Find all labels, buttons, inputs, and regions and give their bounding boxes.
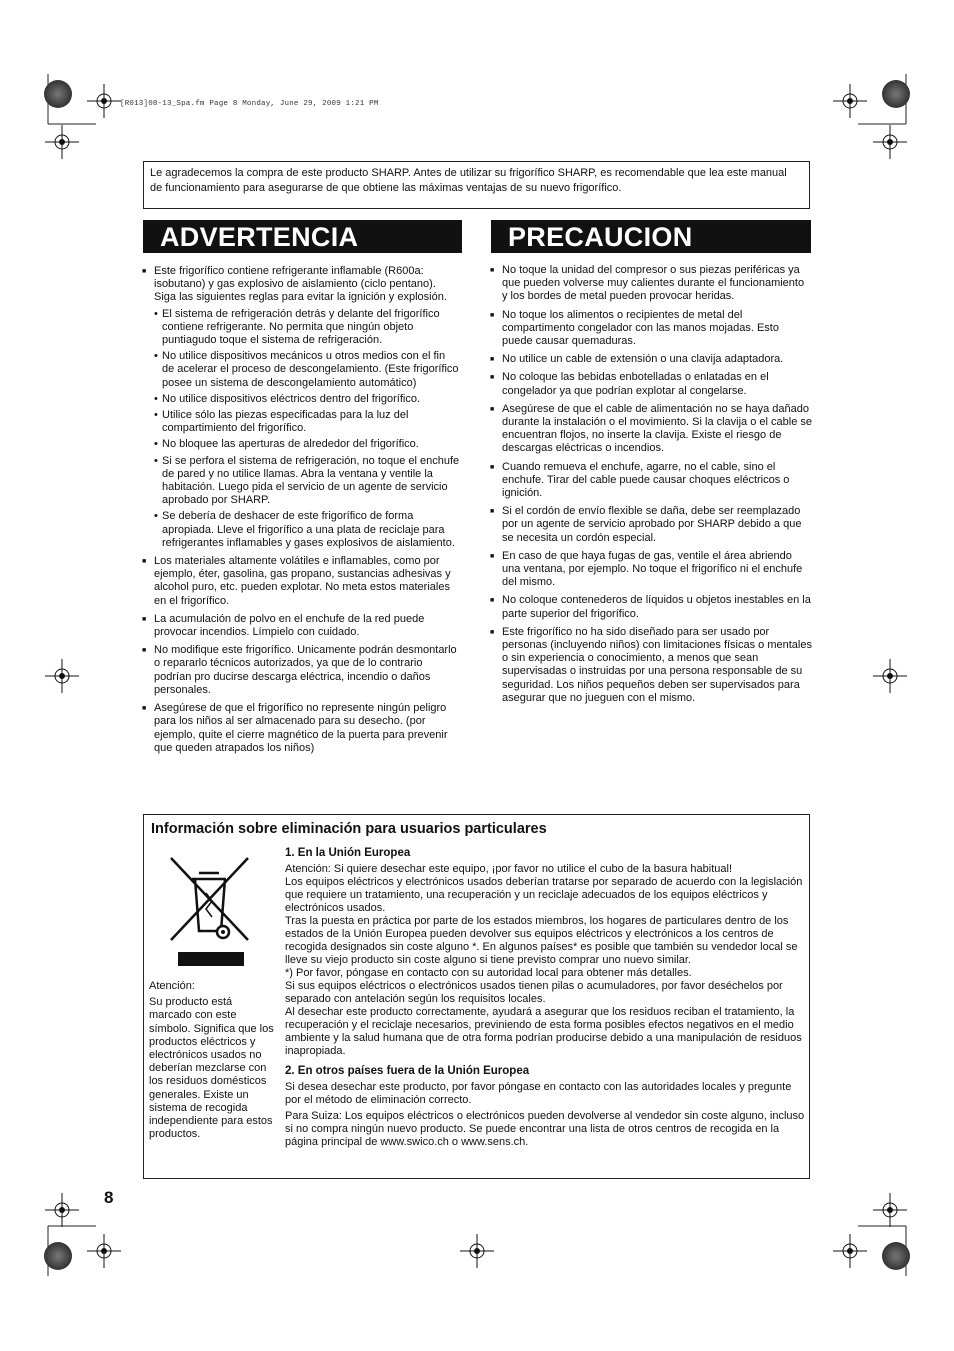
advertencia-list bbox=[142, 265, 460, 760]
registration-mark-icon bbox=[833, 1234, 867, 1268]
paragraph: Si sus equipos eléctricos o electrónicos usados tienen pilas o acumuladores, por favor deséchelos por separado con antelación según los requisitos locales. bbox=[285, 980, 783, 1005]
list-item: ■ No toque los alimentos o recipientes de metal del compartimento congelador con las manos mojadas. Esto puede causar quemaduras. bbox=[490, 309, 812, 349]
advertencia-title: ADVERTENCIA bbox=[143, 220, 462, 253]
registration-mark-icon bbox=[460, 1234, 494, 1268]
print-header: [R013]08-13_Spa.fm Page 8 Monday, June 29, 2009 1:21 PM bbox=[120, 100, 379, 108]
precaucion-list bbox=[490, 264, 812, 710]
sub-list-item: • Se debería de deshacer de este frigorífico de forma apropiada. Lleve el frigorífico a una plata de reciclaje para refrigerantes inflamables y gases explosivos de aislamiento. bbox=[154, 510, 460, 550]
note-body: Su producto está marcado con este símbolo. Significa que los productos eléctricos y electrónicos usados no deberían mezclarse con los residuos domésticos generales. Existe un sistema de recogida independiente para estos productos. bbox=[149, 996, 274, 1141]
list-item: ■ No coloque contenederos de líquidos u objetos inestables en la parte superior del frigorífico. bbox=[490, 594, 812, 620]
paragraph: Para Suiza: Los equipos eléctricos o electrónicos pueden devolverse al vendedor sin coste alguno, incluso si no compra ningún nuevo producto. Se puede encontrar una lista de otros centros de recogida en la página principal de www.swico.ch o www.sens.ch. bbox=[285, 1110, 805, 1148]
section-heading: 1. En la Unión Europea bbox=[285, 847, 411, 859]
list-item: ■ No coloque las bebidas enbotelladas o enlatadas en el congelador ya que podrían explotar al congelarse. bbox=[490, 371, 812, 397]
crossed-bin-icon bbox=[166, 853, 256, 968]
list-item: ■ Este frigorífico contiene refrigerante inflamable (R600a: isobutano) y gas explosivo de aislamiento (ciclo pentano). Siga las siguientes reglas para evitar la ignición y explosión. • El sistema de refrigeración detrás y delante del frigorífico contiene refrigerante. No permita que ningún objeto puntiagudo toque el sistema de refrigeración. • No utilice dispositivos mecánicos u otros medios con el fin de acelerar el proceso de descongelamiento. (Este frigorífico posee un sistema de descongelamiento automático) • No utilice dispositivos eléctricos dentro del frigorífico. • Utilice sólo las piezas especificadas para la luz del compartimiento del frigorífico. • No bloquee las aperturas de alrededor del frigorífico. • Si se perfora el sistema de refrigeración, no toque el enchufe de pared y no utilice llamas. Abra la ventana y ventile la habitación. Luego pida el servicio de un agente de servicio aprobado por SHARP. • Se debería de deshacer de este frigorífico de forma apropiada. Lleve el frigorífico a una plata de reciclaje para refrigerantes inflamables y gases explosivos de aislamiento. bbox=[142, 265, 460, 550]
list-item: ■ Asegúrese de que el cable de alimentación no se haya dañado durante la instalación o el movimiento. Si la clavija o el cable se encuentran flojos, no inserte la clavija. Existe el riesgo de descargas eléctricas o incendios. bbox=[490, 403, 812, 456]
color-target-icon bbox=[44, 1242, 72, 1270]
registration-mark-icon bbox=[873, 1193, 907, 1227]
sub-list-item: • Utilice sólo las piezas especificadas para la luz del compartimiento del frigorífico. bbox=[154, 409, 460, 435]
registration-mark-icon bbox=[833, 84, 867, 118]
list-item: ■ No toque la unidad del compresor o sus piezas periféricas ya que pueden volverse muy calientes durante el funcionamiento y los bordes de metal pueden provocar heridas. bbox=[490, 264, 812, 304]
intro-box: Le agradecemos la compra de este producto SHARP. Antes de utilizar su frigorífico SHARP, es recomendable que lea este manual de funcionamiento para asegurarse de que obtiene las máximas ventajas de su nuevo frigorífico. bbox=[143, 161, 810, 209]
list-item: ■ No utilice un cable de extensión o una clavija adaptadora. bbox=[490, 353, 812, 366]
registration-mark-icon bbox=[45, 1193, 79, 1227]
registration-mark-icon bbox=[87, 84, 121, 118]
paragraph: *) Por favor, póngase en contacto con su autoridad local para obtener más detalles. bbox=[285, 967, 692, 979]
registration-mark-icon bbox=[873, 659, 907, 693]
color-target-icon bbox=[882, 1242, 910, 1270]
sub-list-item: • No utilice dispositivos eléctricos dentro del frigorífico. bbox=[154, 393, 460, 406]
paragraph: Tras la puesta en práctica por parte de los estados miembros, los hogares de particulares dentro de los estados de la Unión Europea pueden devolver sus equipos eléctricos y electrónicos a los centros de recogida designados sin coste alguno *. En algunos países* es posible que también su vendedor local se lleve su viejo producto sin coste alguno si tiene previsto comprar uno nuevo similar. bbox=[285, 915, 798, 966]
list-item: ■ No modifique este frigorífico. Unicamente podrán desmontarlo o repararlo técnicos autorizados, ya que de lo contrario podrían pro ducirse descarga eléctrica, incendio o daños personales. bbox=[142, 644, 460, 697]
list-item: ■ Asegúrese de que el frigorífico no represente ningún peligro para los niños al ser almacenado para su desecho. (por ejemplo, quite el cierre magnético de la puerta para prevenir que queden atrapados los niños) bbox=[142, 702, 460, 755]
disposal-title: Información sobre eliminación para usuarios particulares bbox=[151, 821, 547, 837]
sub-list-item: • Si se perfora el sistema de refrigeración, no toque el enchufe de pared y no utilice llamas. Abra la ventana y ventile la habitación. Luego pida el servicio de un agente de servicio aprobado por SHARP. bbox=[154, 455, 460, 508]
color-target-icon bbox=[882, 80, 910, 108]
list-item: ■ Este frigorífico no ha sido diseñado para ser usado por personas (incluyendo niños) con limitaciones físicas o mentales o sin experiencia o conocimiento, a menos que sean supervisadas o instruidas por una persona responsable de su seguridad. Los niños pequeños deben ser supervisados para asegurar que no jueguen con el mismo. bbox=[490, 626, 812, 705]
paragraph: Atención: Si quiere desechar este equipo, ¡por favor no utilice el cubo de la basura habitual! bbox=[285, 863, 733, 875]
sub-list-item: • No bloquee las aperturas de alrededor del frigorífico. bbox=[154, 438, 460, 451]
color-target-icon bbox=[44, 80, 72, 108]
paragraph: Los equipos eléctricos y electrónicos usados deberían tratarse por separado de acuerdo con la legislación que requiere un tratamiento, una recuperación y un reciclaje adecuados de los equipos eléctricos y electrónicos usados. bbox=[285, 876, 803, 914]
list-item: ■ Si el cordón de envío flexible se daña, debe ser reemplazado por un agente de servicio aprobado por SHARP debido a que se necesita un cordón especial. bbox=[490, 505, 812, 545]
disposal-info-box bbox=[143, 814, 810, 1179]
paragraph: Si desea desechar este producto, por favor póngase en contacto con las autoridades locales y pregunte por el método de eliminación correcto. bbox=[285, 1081, 792, 1106]
list-item: ■ En caso de que haya fugas de gas, ventile el área abriendo una ventana, por ejemplo. No toque el frigorífico ni el enchufe del mismo. bbox=[490, 550, 812, 590]
paragraph: Al desechar este producto correctamente, ayudará a asegurar que los residuos reciban el tratamiento, la recuperación y el reciclaje necesarios, previniendo de esta forma posibles efectos negativos en el medio ambiente y la salud humana que de otra forma podrían producirse debido a una manipulación de residuos inapropiada. bbox=[285, 1006, 802, 1057]
section-heading: 2. En otros países fuera de la Unión Europea bbox=[285, 1065, 530, 1077]
registration-mark-icon bbox=[87, 1234, 121, 1268]
page-number: 8 bbox=[104, 1188, 114, 1207]
precaucion-title: PRECAUCION bbox=[491, 220, 811, 253]
disposal-details bbox=[285, 847, 810, 1149]
list-item: ■ Los materiales altamente volátiles e inflamables, como por ejemplo, éter, gasolina, gas propano, sustancias adhesivas y alcohol puro, etc. pueden explotar. No meta estos materiales en el frigorífico. bbox=[142, 555, 460, 608]
note-heading: Atención: bbox=[149, 980, 195, 992]
registration-mark-icon bbox=[45, 125, 79, 159]
sub-list-item: • No utilice dispositivos mecánicos u otros medios con el fin de acelerar el proceso de descongelamiento. (Este frigorífico posee un sistema de descongelamiento automático) bbox=[154, 350, 460, 390]
list-item: ■ La acumulación de polvo en el enchufe de la red puede provocar incendios. Límpielo con cuidado. bbox=[142, 613, 460, 639]
registration-mark-icon bbox=[45, 659, 79, 693]
sub-list-item: • El sistema de refrigeración detrás y delante del frigorífico contiene refrigerante. No permita que ningún objeto puntiagudo toque el sistema de refrigeración. bbox=[154, 308, 460, 348]
registration-mark-icon bbox=[873, 125, 907, 159]
symbol-note bbox=[149, 980, 277, 1141]
list-item: ■ Cuando remueva el enchufe, agarre, no el cable, sino el enchufe. Tirar del cable puede causar choques eléctricos o ignición. bbox=[490, 461, 812, 501]
